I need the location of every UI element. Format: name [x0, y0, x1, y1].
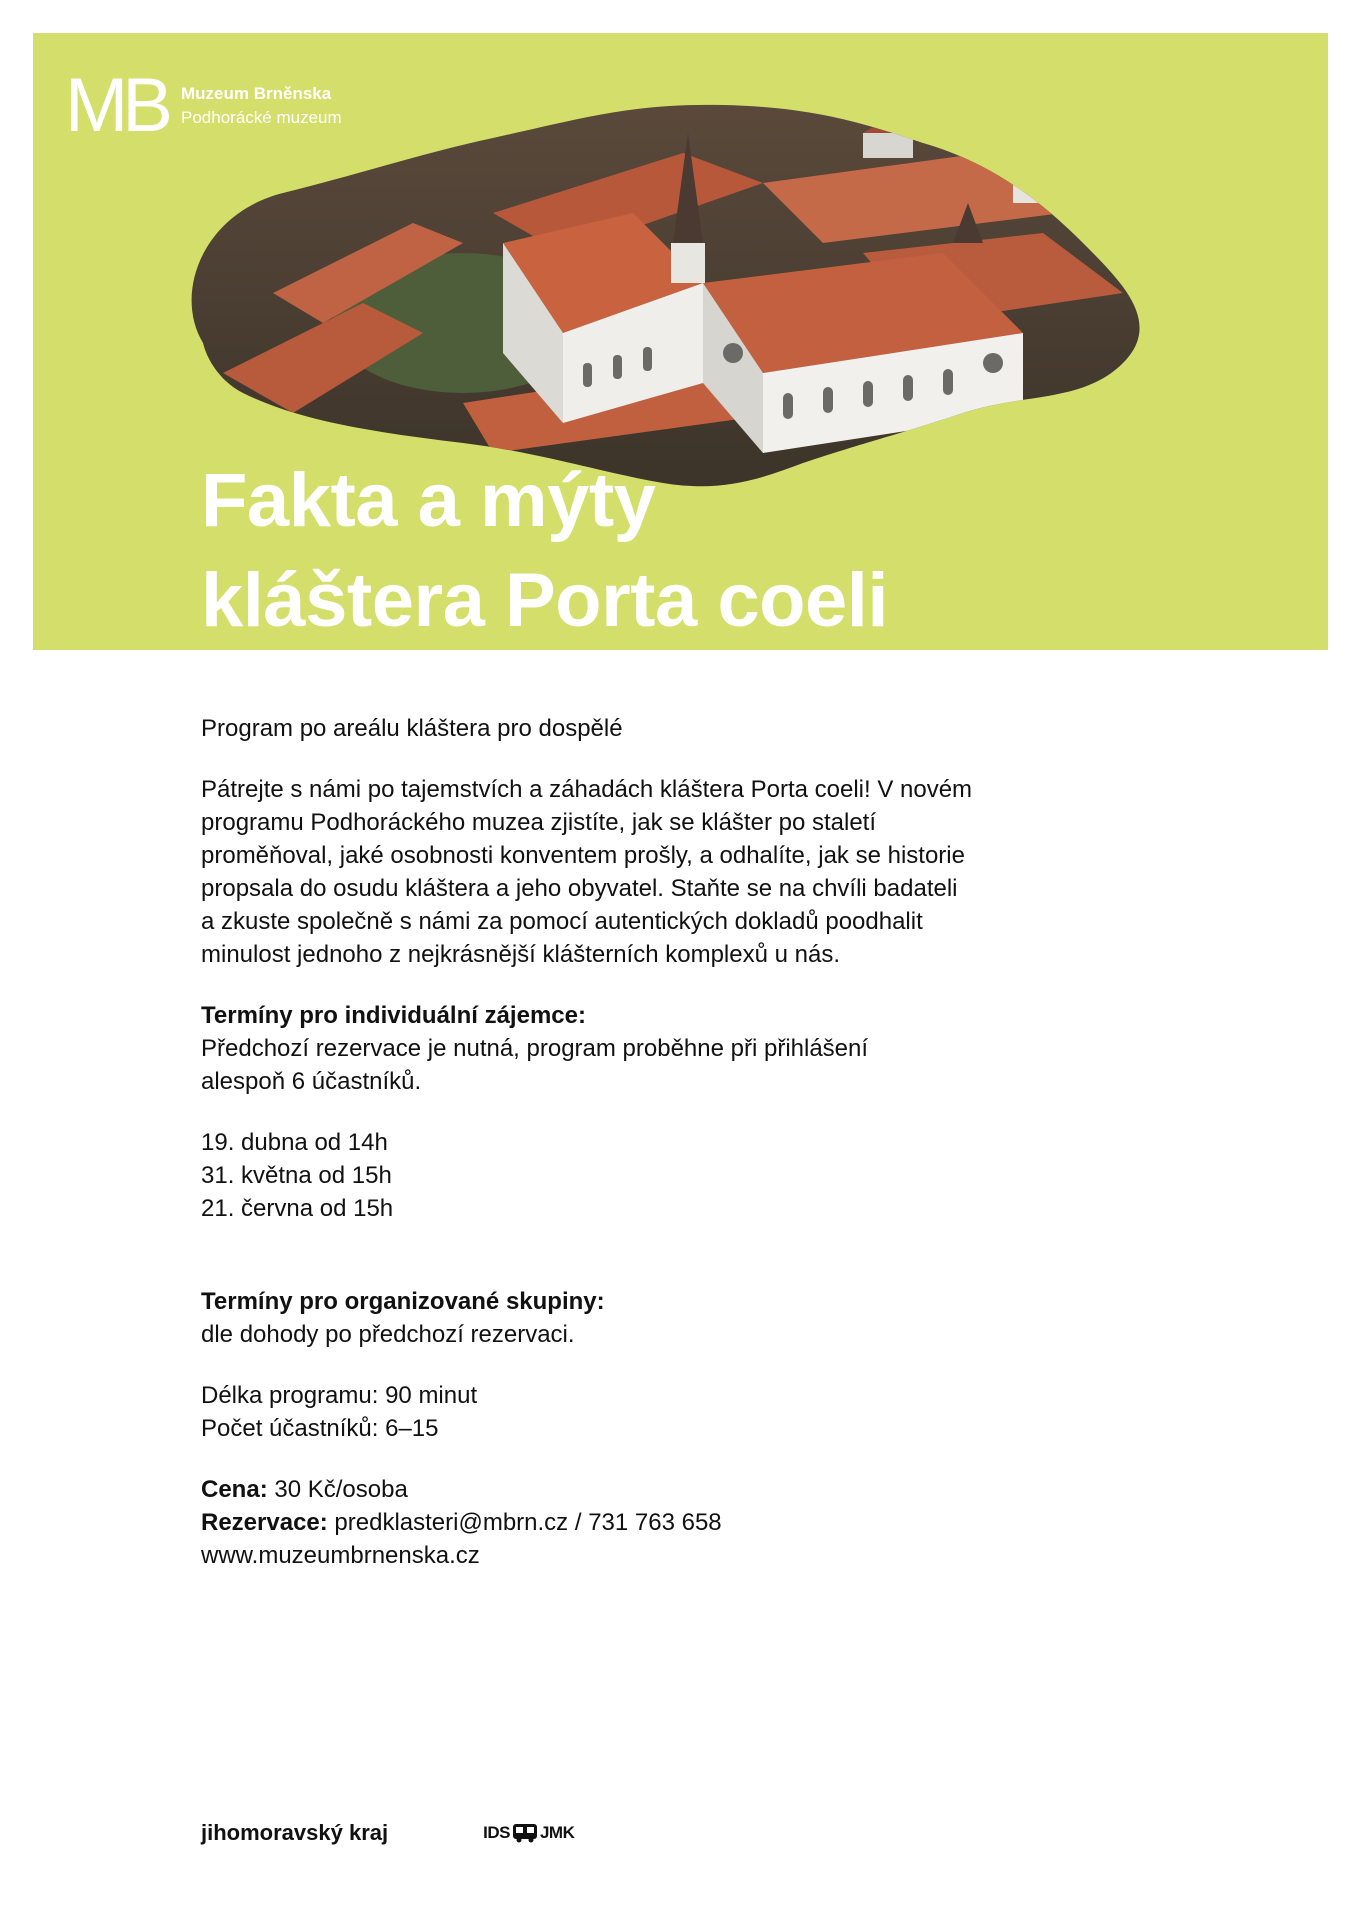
description-line: minulost jednoho z nejkrásnější klášterních komplexů u nás.	[201, 941, 840, 968]
individual-text-line: Předchozí rezervace je nutná, program proběhne při přihlášení	[201, 1035, 869, 1062]
group-heading: Termíny pro organizované skupiny:	[201, 1288, 605, 1315]
reservation-label: Rezervace:	[201, 1509, 328, 1536]
dates-list	[201, 1126, 1181, 1225]
reservation-contact[interactable]: predklasteri@mbrn.cz / 731 763 658	[327, 1509, 722, 1536]
reservation-line	[201, 1506, 1181, 1539]
price-line	[201, 1473, 1181, 1506]
price-value: 30 Kč/osoba	[267, 1476, 408, 1503]
group-section	[201, 1285, 1181, 1351]
individual-text-line: alespoň 6 účastníků.	[201, 1068, 422, 1095]
title-line-1: Fakta a mýty	[201, 458, 656, 543]
org-subname: Podhorácké muzeum	[181, 108, 342, 127]
description-line: programu Podhoráckého muzea zjistíte, jak se klášter po staletí	[201, 809, 876, 836]
header-banner	[33, 33, 1328, 650]
program-info	[201, 1379, 1181, 1445]
program-details	[201, 712, 1181, 1572]
title-line-2: kláštera Porta coeli	[201, 558, 889, 643]
org-name: Muzeum Brněnska	[181, 84, 332, 103]
date-item: 19. dubna od 14h	[201, 1129, 388, 1156]
ids-jmk-logo[interactable]	[483, 1823, 574, 1843]
logo-mark: MB	[65, 63, 167, 148]
bus-icon	[512, 1823, 538, 1843]
ids-text: IDS	[483, 1823, 510, 1842]
program-subtitle: Program po areálu kláštera pro dospělé	[201, 715, 623, 742]
page-title	[201, 451, 888, 650]
jmk-text: JMK	[539, 1823, 575, 1842]
program-duration: Délka programu: 90 minut	[201, 1382, 478, 1409]
description-line: a zkuste společně s námi za pomocí autentických dokladů poodhalit	[201, 908, 923, 935]
jihomoravsky-kraj-logo[interactable]: jihomoravský kraj	[201, 1820, 389, 1845]
price-label: Cena:	[201, 1476, 268, 1503]
description-line: propsala do osudu kláštera a jeho obyvatel. Staňte se na chvíli badateli	[201, 875, 958, 902]
description-line: Pátrejte s námi po tajemstvích a záhadách kláštera Porta coeli! V novém	[201, 776, 973, 803]
footer-partners	[201, 1820, 574, 1846]
group-text: dle dohody po předchozí rezervaci.	[201, 1321, 575, 1348]
individual-section	[201, 999, 1181, 1098]
contact-section	[201, 1473, 1181, 1572]
website-link[interactable]: www.muzeumbrnenska.cz	[201, 1542, 480, 1569]
program-description	[201, 773, 1181, 971]
participant-count: Počet účastníků: 6–15	[201, 1415, 439, 1442]
monastery-photo	[163, 93, 1273, 513]
individual-heading: Termíny pro individuální zájemce:	[201, 1002, 586, 1029]
description-line: proměňoval, jaké osobnosti konventem prošly, a odhalíte, jak se historie	[201, 842, 965, 869]
date-item: 31. května od 15h	[201, 1162, 392, 1189]
date-item: 21. června od 15h	[201, 1195, 394, 1222]
